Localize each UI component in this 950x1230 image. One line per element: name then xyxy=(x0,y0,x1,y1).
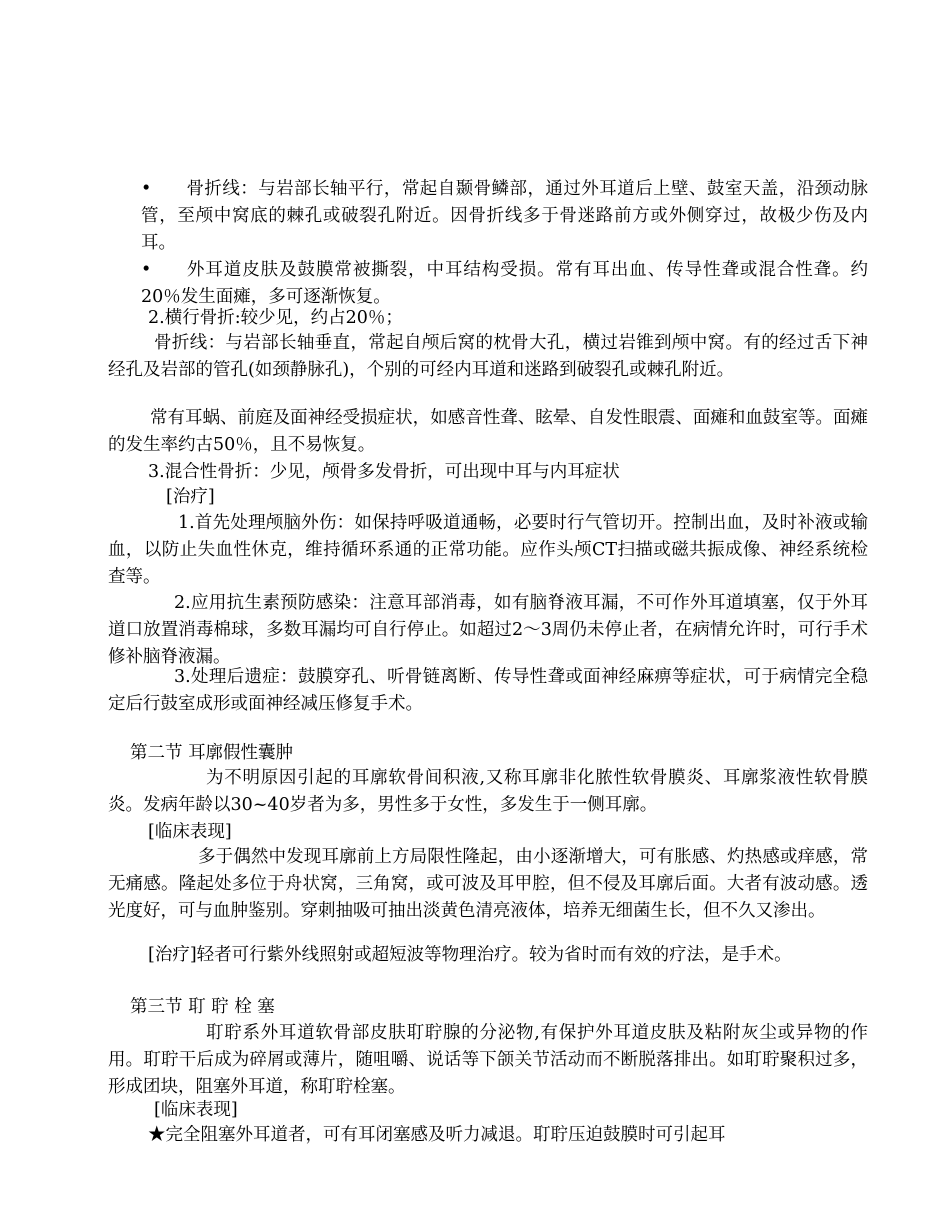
heading-mixed-fracture: 3.混合性骨折：少见，颅骨多发骨折，可出现中耳与内耳症状 xyxy=(148,462,620,482)
paragraph-treatment-2: 2.应用抗生素预防感染：注意耳部消毒，如有脑脊液耳漏，不可作外耳道填塞，仅于外耳道口放置消毒棉球，多数耳漏均可自行停止。如超过2～3周仍未停止者，在病情允许时，可行手术修补脑脊液漏。 xyxy=(108,593,868,667)
section-3-title: 第三节 耵 聍 栓 塞 xyxy=(130,997,275,1017)
bullet-icon: • xyxy=(141,260,152,280)
label-treatment: [治疗] xyxy=(166,487,215,507)
bullet-text: 骨折线：与岩部长轴平行，常起自颞骨鳞部，通过外耳道后上壁、鼓室天盖，沿颈动脉管，至颅中窝底的棘孔或破裂孔附近。因骨折线多于骨迷路前方或外侧穿过，故极少伤及内耳。 xyxy=(141,179,868,253)
bullet-paragraph-ear-canal xyxy=(141,257,868,311)
heading-transverse-fracture: 2.横行骨折:较少见，约占20％； xyxy=(148,308,403,328)
section-2-clinical-label: [临床表现] xyxy=(148,822,232,842)
section-2-treatment: [治疗]轻者可行紫外线照射或超短波等物理治疗。较为省时而有效的疗法，是手术。 xyxy=(148,945,792,965)
paragraph-treatment-3: 3.处理后遗症：鼓膜穿孔、听骨链离断、传导性聋或面神经麻痹等症状，可于病情完全稳定后行鼓室成形或面神经减压修复手术。 xyxy=(108,667,868,714)
bullet-paragraph-fracture-line xyxy=(141,176,868,257)
paragraph-treatment-1: 1.首先处理颅脑外伤：如保持呼吸道通畅，必要时行气管切开。控制出血，及时补液或输血，以防止失血性休克，维持循环系通的正常功能。应作头颅CT扫描或磁共振成像、神经系统检查等。 xyxy=(108,513,868,587)
section-3-intro: 耵聍系外耳道软骨部皮肤耵聍腺的分泌物,有保护外耳道皮肤及粘附灰尘或异物的作用。耵聍干后成为碎屑或薄片，随咀嚼、说话等下颌关节活动而不断脱落排出。如耵聍聚积过多，形成团块，阻塞外耳道，称耵聍栓塞。 xyxy=(108,1023,868,1097)
section-3-clinical-label: [临床表现] xyxy=(154,1100,238,1120)
section-2-clinical-text: 多于偶然中发现耳廓前上方局限性隆起，由小逐渐增大，可有胀感、灼热感或痒感，常无痛感。隆起处多位于舟状窝，三角窝，或可波及耳甲腔，但不侵及耳廓后面。大者有波动感。透光度好，可与血肿鉴别。穿刺抽吸可抽出淡黄色清亮液体，培养无细菌生长，但不久又渗出。 xyxy=(108,847,868,921)
paragraph-transverse-fracture-line: 骨折线：与岩部长轴垂直，常起自颅后窝的枕骨大孔，横过岩锥到颅中窝。有的经过舌下神经孔及岩部的管孔(如颈静脉孔)，个别的可经内耳道和迷路到破裂孔或棘孔附近。 xyxy=(108,333,868,380)
bullet-icon: • xyxy=(141,179,152,199)
bullet-text: 外耳道皮肤及鼓膜常被撕裂，中耳结构受损。常有耳出血、传导性聋或混合性聋。约20％发生面瘫，多可逐渐恢复。 xyxy=(141,260,868,307)
paragraph-transverse-symptoms: 常有耳蜗、前庭及面神经受损症状，如感音性聋、眩晕、自发性眼震、面瘫和血鼓室等。面瘫的发生率约古50％，且不易恢复。 xyxy=(108,408,868,455)
section-2-intro: 为不明原因引起的耳廓软骨间积液,又称耳廓非化脓性软骨膜炎、耳廓浆液性软骨膜炎。发病年龄以30~40岁者为多，男性多于女性，多发生于一侧耳廓。 xyxy=(108,768,868,815)
section-2-title: 第二节 耳廓假性囊肿 xyxy=(130,743,294,763)
section-3-clinical-text: ★完全阻塞外耳道者，可有耳闭塞感及听力减退。耵聍压迫鼓膜时可引起耳 xyxy=(148,1125,726,1145)
